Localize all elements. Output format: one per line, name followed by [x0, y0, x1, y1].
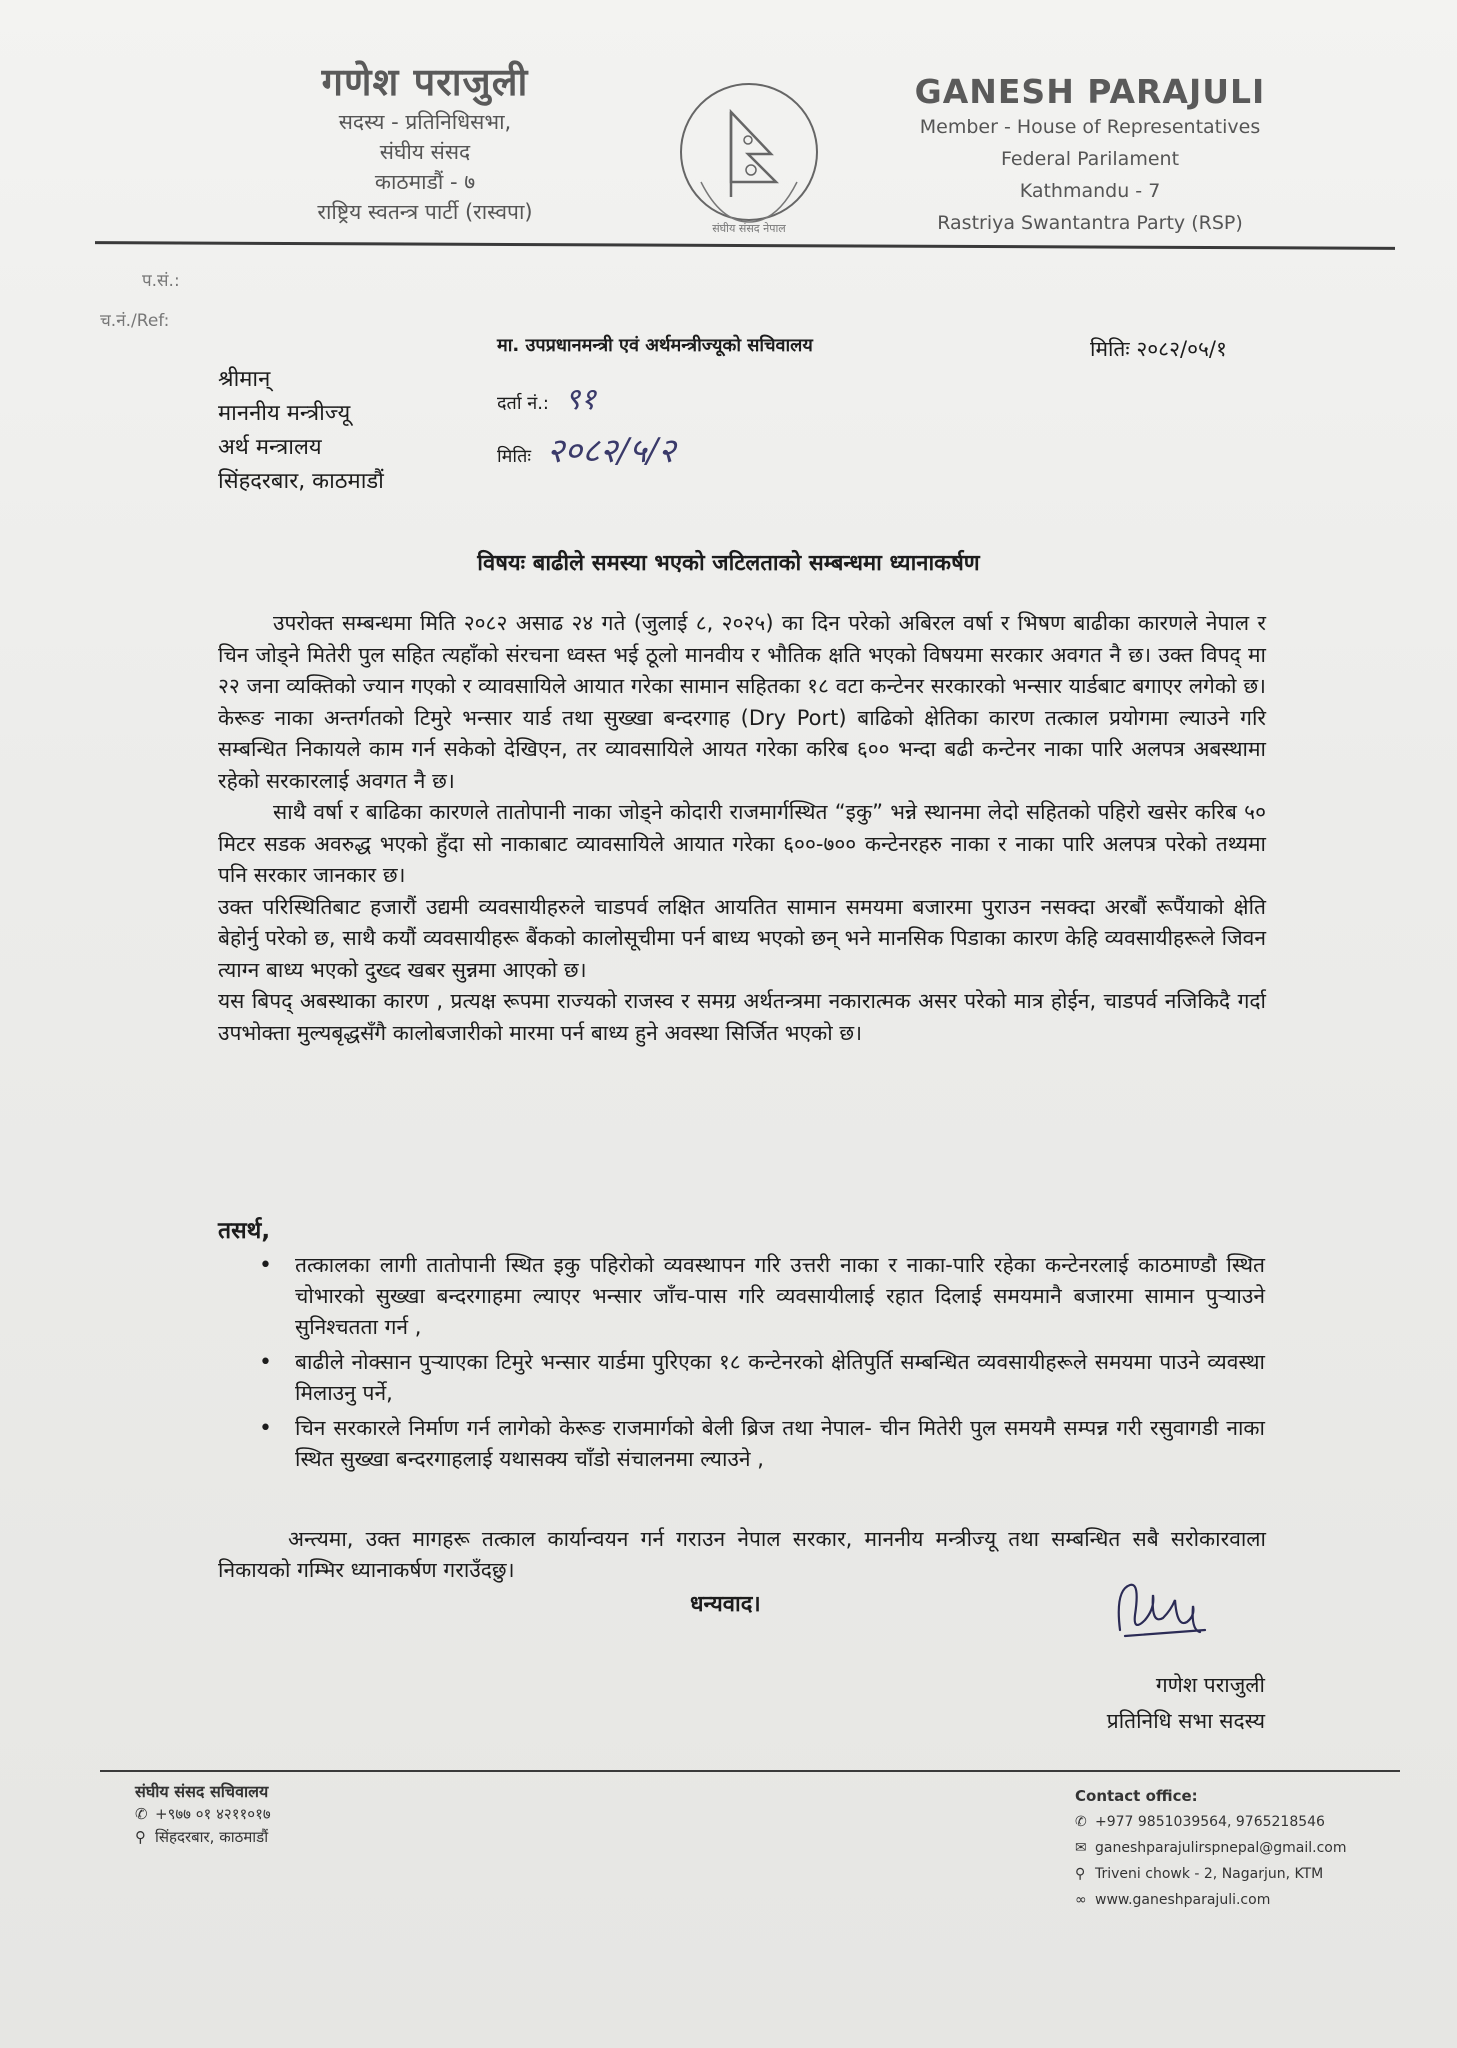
letterhead-line: Federal Parilament: [1000, 148, 1180, 170]
footer-right-email: ganeshparajulirspnepal@gmail.com: [1095, 1840, 1347, 1856]
recipient-line: श्रीमान्: [218, 367, 271, 392]
closing-paragraph: अन्त्यमा, उक्त मागहरू तत्काल कार्यान्वयन गर्न गराउन नेपाल सरकार, माननीय मन्त्रीज्यू तथा सम्बन्धित सबै सरोकारवाला निकायको गम्भिर ध्यानाकर्षण गराउँदछु।: [218, 1527, 1266, 1582]
letterhead-line: काठमाडौं - ७: [374, 170, 476, 194]
letterhead-english: [880, 72, 1300, 239]
stamp-miti-label: मितिः: [497, 446, 531, 467]
link-icon: ∞: [1075, 1892, 1087, 1908]
signer-title: प्रतिनिधि सभा सदस्य: [1106, 1709, 1265, 1733]
footer-right-title: Contact office:: [1075, 1787, 1198, 1805]
stamp-darta-row: [497, 377, 813, 418]
letterhead-nepali: [250, 55, 600, 227]
footer-right-web: www.ganeshparajuli.com: [1095, 1892, 1271, 1908]
stamp-title: मा. उपप्रधानमन्त्री एवं अर्थमन्त्रीज्यूको सचिवालय: [497, 335, 813, 356]
body-paragraph: साथै वर्षा र बाढिका कारणले तातोपानी नाका जोड्ने कोदारी राजमार्गस्थित “इकु” भन्ने स्थानमा लेदो सहितको पहिरो खसेर करिब ५० मिटर सडक अवरुद्ध भएको हुँदा सो नाकाबाट व्यावसायिले आयात गरेका ६००-७०० कन्टेनरहरु नाका र नाका पारि अलपत्र परेको तथ्यमा पनि सरकार जानकार छ।: [218, 800, 1266, 887]
stamp-darta-label: दर्ता नं.:: [497, 393, 549, 414]
demand-list: [255, 1250, 1265, 1479]
letterhead-line: Rastriya Swantantra Party (RSP): [937, 212, 1243, 234]
phone-icon: ✆: [1075, 1814, 1087, 1830]
parliament-emblem-logo: [676, 72, 822, 242]
footer-right-phone-row: [1075, 1809, 1346, 1835]
therefore-heading: तसर्थ,: [218, 1218, 271, 1244]
email-icon: ✉: [1075, 1840, 1087, 1856]
letterhead-line: Member - House of Representatives: [919, 116, 1261, 138]
subject-line: विषयः बाढीले समस्या भएको जटिलताको सम्बन्धमा ध्यानाकर्षण: [477, 551, 980, 576]
ref-pa-sa: प.सं.:: [142, 271, 180, 291]
footer-right-address-row: [1075, 1861, 1346, 1887]
thanks-text: धन्यवाद।: [690, 1592, 761, 1617]
phone-icon: ✆: [135, 1805, 148, 1823]
signer-name: गणेश पराजुली: [1155, 1673, 1265, 1697]
recipient-line: अर्थ मन्त्रालय: [218, 435, 322, 460]
footer-right-web-row: [1075, 1887, 1346, 1913]
list-item: • बाढीले नोक्सान पुऱ्याएका टिमुरे भन्सार यार्डमा पुरिएका १८ कन्टेनरको क्षेतिपुर्ति सम्बन्धित व्यवसायीहरूले समयमा पाउने व्यवस्था मिलाउनु पर्ने,: [255, 1347, 1265, 1409]
signer-block: [1000, 1667, 1265, 1739]
recipient-line: माननीय मन्त्रीज्यू: [218, 401, 351, 426]
letter-body: [218, 608, 1266, 1049]
footer-left-title: संघीय संसद सचिवालय: [135, 1782, 269, 1801]
footer-right-phone: +977 9851039564, 9765218546: [1095, 1814, 1325, 1830]
body-paragraph: उक्त परिस्थितिबाट हजारौं उद्यमी व्यवसायीहरुले चाडपर्व लक्षित आयतित सामान समयमा बजारमा पुराउन नसक्दा अरबौं रूपैंयाको क्षेति बेहोर्नु परेको छ, साथै कयौं व्यवसायीहरू बैंकको कालोसूचीमा पर्न बाध्य भएको छन् भने मानसिक पिडाका कारण केहि व्यवसायीहरूले जिवन त्याग्न बाध्य भएको दुख्द खबर सुन्नमा आएको छ।: [218, 894, 1266, 982]
member-name-nepali: गणेश पराजुली: [321, 60, 529, 104]
recipient-line: सिंहदरबार, काठमाडौं: [218, 469, 384, 494]
registration-stamp: [497, 333, 813, 472]
footer-left-phone-row: [135, 1803, 271, 1826]
handwritten-signature: [1105, 1570, 1215, 1650]
footer-right-email-row: [1075, 1835, 1346, 1861]
letterhead-line: राष्ट्रिय स्वतन्त्र पार्टी (रास्वपा): [317, 200, 533, 224]
body-paragraph: यस बिपद् अबस्थाका कारण , प्रत्यक्ष रूपमा राज्यको राजस्व र समग्र अर्थतन्त्रमा नकारात्मक असर परेको मात्र होईन, चाडपर्व नजिकिदै गर्दा उपभोक्ता मुल्यबृद्धसँगै कालोबजारीको मारमा पर्न बाध्य हुने अवस्था सिर्जित भएको छ।: [218, 989, 1266, 1045]
stamp-darta-value: ९१: [564, 382, 596, 417]
emblem-caption: संघीय संसद नेपाल: [712, 222, 786, 235]
footer-left-address-row: [135, 1826, 271, 1849]
location-icon: ⚲: [135, 1828, 146, 1846]
recipient-block: [218, 363, 384, 499]
header-divider: [95, 241, 1395, 250]
member-name-english: GANESH PARAJULI: [914, 72, 1266, 111]
footer-divider: [100, 1770, 1400, 1772]
letterhead-line: सदस्य - प्रतिनिधिसभा,: [338, 110, 512, 134]
body-paragraph: उपरोक्त सम्बन्धमा मिति २०८२ असाढ २४ गते (जुलाई ८, २०२५) का दिन परेको अबिरल वर्षा र भिषण बाढीका कारणले नेपाल र चिन जोड्ने मितेरी पुल सहित त्यहाँको संरचना ध्वस्त भई ठूलो मानवीय र भौतिक क्षति भएको विषयमा सरकार अवगत नै छ। उक्त विपद् मा २२ जना व्यक्तिको ज्यान गएको र व्यावसायिले आयात गरेका सामान सहितका १८ वटा कन्टेनर सरकारको भन्सार यार्डबाट बगाएर लगेको छ। केरूङ नाका अन्तर्गतको टिमुरे भन्सार यार्ड तथा सुख्खा बन्दरगाह (Dry Port) बाढिको क्षेतिका कारण तत्काल प्रयोगमा ल्याउने गरि सम्बन्धित निकायले काम गर्न सकेको देखिएन, तर व्यावसायिले आयत गरेका करिब ६०० भन्दा बढी कन्टेनर नाका पारि अलपत्र अबस्थामा रहेको सरकारलाई अवगत नै छ।: [218, 611, 1266, 793]
footer-right-address: Triveni chowk - 2, Nagarjun, KTM: [1095, 1866, 1324, 1882]
footer-left-address: सिंहदरबार, काठमाडौं: [155, 1828, 269, 1846]
stamp-miti-row: [497, 426, 813, 472]
footer-left-phone: +९७७ ०१ ४२११०१७: [155, 1805, 271, 1823]
letter-date: मितिः २०८२/०५/१: [1090, 337, 1227, 361]
ref-cha-na: च.नं./Ref:: [100, 311, 170, 331]
footer-contact-office: [1075, 1783, 1346, 1913]
letterhead-line: Kathmandu - 7: [1019, 180, 1161, 202]
stamp-miti-value: २०८२/५/२: [546, 431, 676, 471]
list-item: • तत्कालका लागी तातोपानी स्थित इकु पहिरोको व्यवस्थापन गरि उत्तरी नाका र नाका-पारि रहेका कन्टेनरलाई काठमाण्डौ स्थित चोभारको सुख्खा बन्दरगाहमा ल्याएर भन्सार जाँच-पास गरि व्यवसायीलाई रहात दिलाई समयमानै बजारमा सामान पुऱ्याउने सुनिश्चतता गर्न ,: [255, 1250, 1265, 1343]
letterhead-line: संघीय संसद: [379, 140, 471, 164]
footer-secretariat: [135, 1780, 271, 1849]
list-item: • चिन सरकारले निर्माण गर्न लागेको केरूङ राजमार्गको बेली ब्रिज तथा नेपाल- चीन मितेरी पुल समयमै सम्पन्न गरी रसुवागडी नाका स्थित सुख्खा बन्दरगाहलाई यथासक्य चाँडो संचालनमा ल्याउने ,: [255, 1413, 1265, 1475]
location-icon: ⚲: [1075, 1866, 1086, 1882]
